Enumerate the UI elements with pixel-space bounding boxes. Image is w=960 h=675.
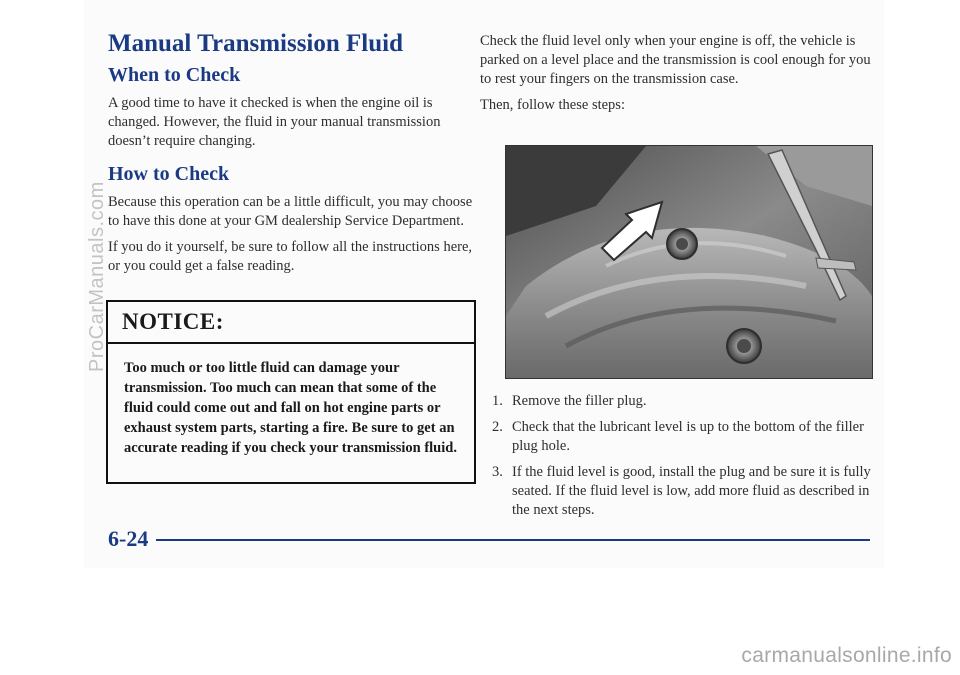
left-column xyxy=(108,28,478,276)
how-to-check-heading: How to Check xyxy=(108,163,230,185)
step-number: 1. xyxy=(492,393,503,409)
step-item xyxy=(492,418,872,456)
step-text: Check that the lubricant level is up to the bottom of the filler plug hole. xyxy=(512,419,864,454)
step-text: Remove the filler plug. xyxy=(512,393,647,409)
how-to-check-text-1: Because this operation can be a little difficult, you may choose to have this done at your GM dealership Service Department. xyxy=(108,194,473,229)
check-conditions-text: Check the fluid level only when your engine is off, the vehicle is parked on a level place and the transmission is cool enough for you to rest your fingers on the transmission case. xyxy=(480,33,871,87)
transmission-filler-plug-photo xyxy=(505,145,873,379)
step-text: If the fluid level is good, install the plug and be sure it is fully seated. If the fluid level is low, add more fluid as described in the next steps. xyxy=(512,464,871,518)
steps-intro-text: Then, follow these steps: xyxy=(480,97,625,113)
step-item xyxy=(492,392,872,411)
steps-list xyxy=(492,392,872,527)
notice-box xyxy=(106,300,476,484)
step-item xyxy=(492,463,872,520)
page-number: 6-24 xyxy=(108,526,149,551)
notice-header xyxy=(108,302,474,344)
side-watermark: ProCarManuals.com xyxy=(86,181,108,372)
step-number: 2. xyxy=(492,419,503,435)
bottom-watermark: carmanualsonline.info xyxy=(741,644,952,667)
footer-rule xyxy=(156,539,870,541)
step-number: 3. xyxy=(492,464,503,480)
when-to-check-heading: When to Check xyxy=(108,64,241,86)
how-to-check-text-2: If you do it yourself, be sure to follow all the instructions here, or you could get a false reading. xyxy=(108,239,473,274)
right-column xyxy=(480,32,880,115)
when-to-check-text: A good time to have it checked is when the engine oil is changed. However, the fluid in your manual transmission doesn’t require changing. xyxy=(108,95,441,149)
notice-title: NOTICE: xyxy=(122,309,224,334)
notice-body: Too much or too little fluid can damage your transmission. Too much can mean that some of the fluid could come out and fall on hot engine parts or exhaust system parts, starting a fire. Be sure to get an accurate reading if you check your transmission fluid. xyxy=(124,360,457,456)
transmission-photo-illustration xyxy=(506,146,872,378)
page-title: Manual Transmission Fluid xyxy=(108,30,403,57)
